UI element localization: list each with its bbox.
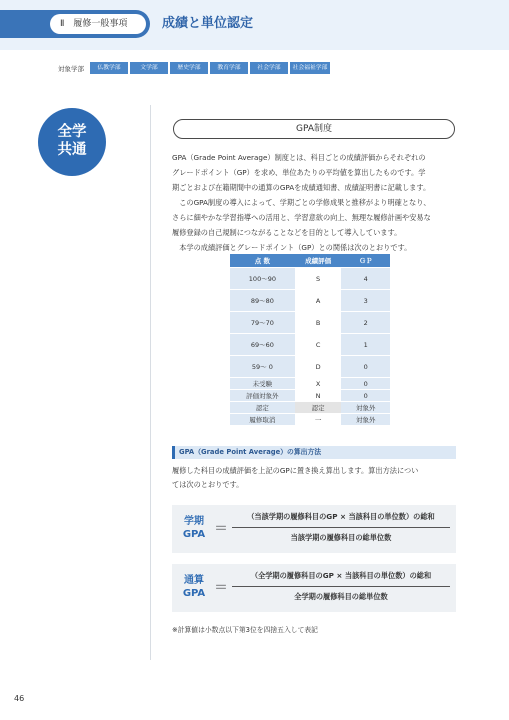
- faculty-tag-sociology: 社会学部: [250, 62, 288, 74]
- formula-name-line-1: 通算: [184, 575, 204, 586]
- score-cell: 89〜80: [230, 290, 295, 311]
- faculty-tag-buddhism: 仏教学部: [90, 62, 128, 74]
- formula-name-line-2: GPA: [182, 529, 206, 540]
- table-row: [230, 414, 390, 425]
- table-row: [230, 312, 390, 333]
- score-cell: 59〜 0: [230, 356, 295, 377]
- header-score: 点 数: [230, 254, 295, 267]
- table-row: [230, 402, 390, 413]
- gp-cell: 3: [341, 290, 390, 311]
- score-cell: 認定: [230, 402, 295, 413]
- evaluation-cell: 一: [295, 414, 342, 425]
- gp-cell: 0: [341, 356, 390, 377]
- badge-line-2: 共通: [57, 142, 87, 158]
- formula-name: [172, 505, 216, 553]
- evaluation-cell: S: [295, 268, 342, 289]
- table-row: [230, 268, 390, 289]
- score-cell: 評価対象外: [230, 390, 295, 401]
- faculty-row: [58, 62, 332, 74]
- equals-sign: ＝: [214, 580, 228, 596]
- evaluation-cell: A: [295, 290, 342, 311]
- gp-cell: 4: [341, 268, 390, 289]
- table-row: [230, 290, 390, 311]
- formula-numerator: （当該学期の履修科目のGP × 当該科目の単位数）の総和: [247, 512, 435, 521]
- page-header: [0, 0, 509, 50]
- evaluation-cell: D: [295, 356, 342, 377]
- faculty-tag-literature: 文学部: [130, 62, 168, 74]
- method-heading: GPA（Grade Point Average）の算出方法: [172, 446, 456, 459]
- header-evaluation: 成績評価: [295, 254, 342, 267]
- gpa-section-title: GPA制度: [173, 119, 455, 139]
- score-cell: 69〜60: [230, 334, 295, 355]
- cumulative-gpa-formula: [172, 564, 456, 612]
- intro-line: 本学の成績評価とグレードポイント（GP）との関係は次のとおりです。: [172, 243, 412, 252]
- gp-cell: 対象外: [341, 414, 390, 425]
- formula-numerator: （全学期の履修科目のGP × 当該科目の単位数）の総和: [250, 571, 432, 580]
- formula-denominator: 当該学期の履修科目の総単位数: [290, 533, 392, 542]
- table-row: [230, 378, 390, 389]
- gp-cell: 対象外: [341, 402, 390, 413]
- section-label: Ⅱ 履修一般事項: [50, 14, 146, 34]
- faculty-tag-education: 教育学部: [210, 62, 248, 74]
- gp-cell: 1: [341, 334, 390, 355]
- intro-line: さらに細やかな学習指導への活用と、学習意欲の向上、無理な履修計画や安易な: [172, 213, 431, 222]
- table-header-row: [230, 254, 390, 267]
- faculty-label: 対象学部: [58, 64, 84, 73]
- faculty-tag-history: 歴史学部: [170, 62, 208, 74]
- intro-line: GPA（Grade Point Average）制度とは、科目ごとの成績評価からそれぞれの: [172, 153, 426, 162]
- term-gpa-formula: [172, 505, 456, 553]
- score-cell: 未受験: [230, 378, 295, 389]
- footnote: ※計算値は小数点以下第3位を四捨五入して表記: [172, 626, 318, 634]
- gp-cell: 2: [341, 312, 390, 333]
- column-divider: [150, 105, 151, 660]
- badge-line-1: 全学: [57, 124, 87, 140]
- evaluation-cell: C: [295, 334, 342, 355]
- formula-name-line-1: 学期: [184, 516, 204, 527]
- score-cell: 履修取消: [230, 414, 295, 425]
- method-line: ては次のとおりです。: [172, 480, 244, 489]
- equals-sign: ＝: [214, 521, 228, 537]
- gp-cell: 0: [341, 378, 390, 389]
- intro-line: このGPA制度の導入によって、学期ごとの学修成果と推移がより明確となり、: [172, 198, 431, 207]
- formula-name: [172, 564, 216, 612]
- score-cell: 79〜70: [230, 312, 295, 333]
- score-cell: 100〜90: [230, 268, 295, 289]
- intro-line: 履修登録の自己規制につながることなどを目的として導入しています。: [172, 228, 402, 237]
- evaluation-cell: X: [295, 378, 342, 389]
- table-row: [230, 390, 390, 401]
- formula-name-line-2: GPA: [182, 588, 206, 599]
- table-row: [230, 356, 390, 377]
- evaluation-cell: N: [295, 390, 342, 401]
- page-number: 46: [14, 694, 25, 703]
- intro-line: グレードポイント（GP）を求め、単位あたりの平均値を算出したものです。学: [172, 168, 426, 177]
- grade-gp-table: [230, 253, 390, 426]
- page-title: 成績と単位認定: [162, 16, 254, 31]
- method-line: 履修した科目の成績評価を上記のGPに置き換え算出します。算出方法につい: [172, 466, 419, 475]
- all-university-badge: [38, 108, 106, 176]
- gp-cell: 0: [341, 390, 390, 401]
- evaluation-cell: B: [295, 312, 342, 333]
- header-gp: ＧＰ: [341, 254, 390, 267]
- fraction-line: [232, 527, 450, 528]
- faculty-tag-social-welfare: 社会福祉学部: [290, 62, 330, 74]
- table-row: [230, 334, 390, 355]
- evaluation-cell: 認定: [295, 402, 342, 413]
- intro-line: 期ごとおよび在籍期間中の通算のGPAを成績通知書、成績証明書に記載します。: [172, 183, 431, 192]
- fraction-line: [232, 586, 450, 587]
- formula-denominator: 全学期の履修科目の総単位数: [294, 592, 388, 601]
